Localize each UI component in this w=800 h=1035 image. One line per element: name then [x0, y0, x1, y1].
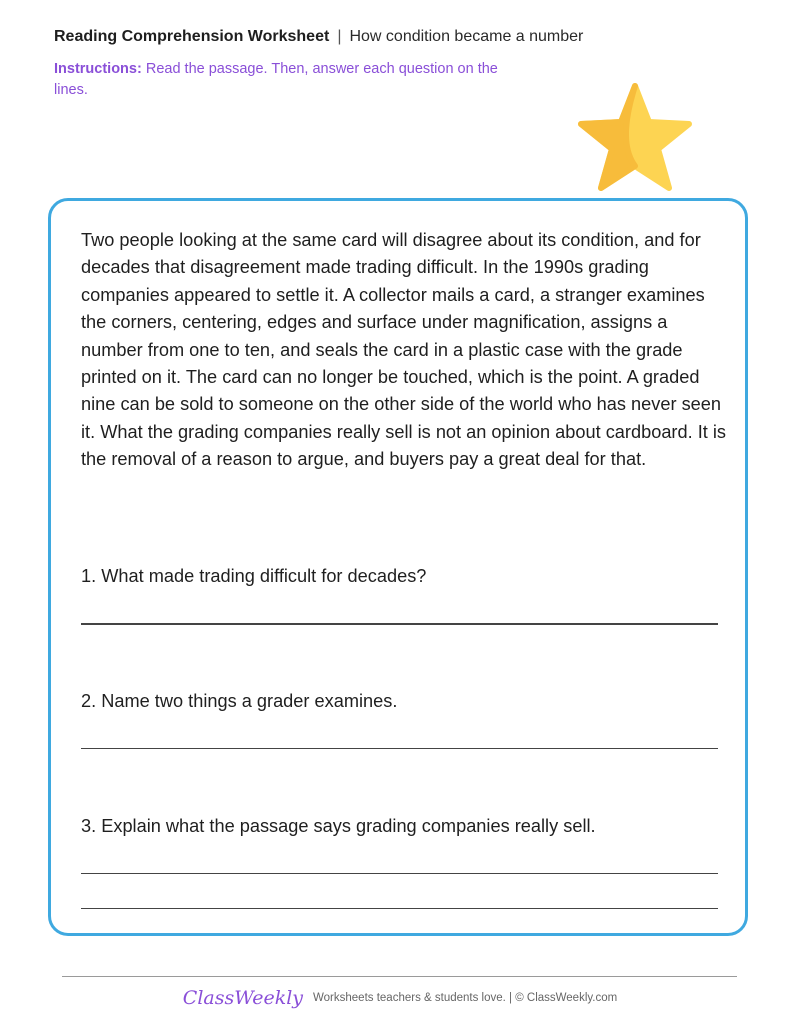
footer-divider [62, 976, 737, 977]
header-separator: | [337, 28, 342, 45]
brand-logo: ClassWeekly [182, 987, 304, 1009]
worksheet-title: Reading Comprehension Worksheet [54, 28, 330, 45]
question-2: 2. Name two things a grader examines. [81, 691, 398, 711]
reading-passage: Two people looking at the same card will disagree about its condition, and for decades that disagreement made trading difficult. In the 1990s grading companies appeared to settle it. A collector mails a card, a stranger examines the corners, centering, edges and surface under magnification, assigns a number from one to ten, and seals the card in a plastic case with the grade printed on it. The card can no longer be touched, which is the point. A graded nine can be sold to someone on the other side of the world who has never seen it. What the grading companies really sell is not an opinion about cardboard. It is the removal of a reason to argue, and buyers pay a great deal for that. [81, 230, 727, 470]
answer-line-2[interactable] [81, 748, 718, 749]
instructions-label: Instructions: [54, 61, 142, 77]
answer-line-3a[interactable] [81, 873, 718, 874]
footer [0, 987, 800, 1009]
instructions-text: Read the passage. Then, answer each question on the lines. [54, 61, 498, 98]
instructions [54, 59, 514, 101]
star-icon [577, 82, 693, 194]
question-3: 3. Explain what the passage says grading companies really sell. [81, 816, 596, 836]
footer-tagline: Worksheets teachers & students love. | © ClassWeekly.com [313, 992, 618, 1004]
answer-line-1[interactable] [81, 623, 718, 625]
question-1: 1. What made trading difficult for decades? [81, 566, 427, 586]
answer-line-3b[interactable] [81, 908, 718, 909]
worksheet-subtitle: How condition became a number [349, 28, 584, 45]
worksheet-header [54, 28, 583, 46]
